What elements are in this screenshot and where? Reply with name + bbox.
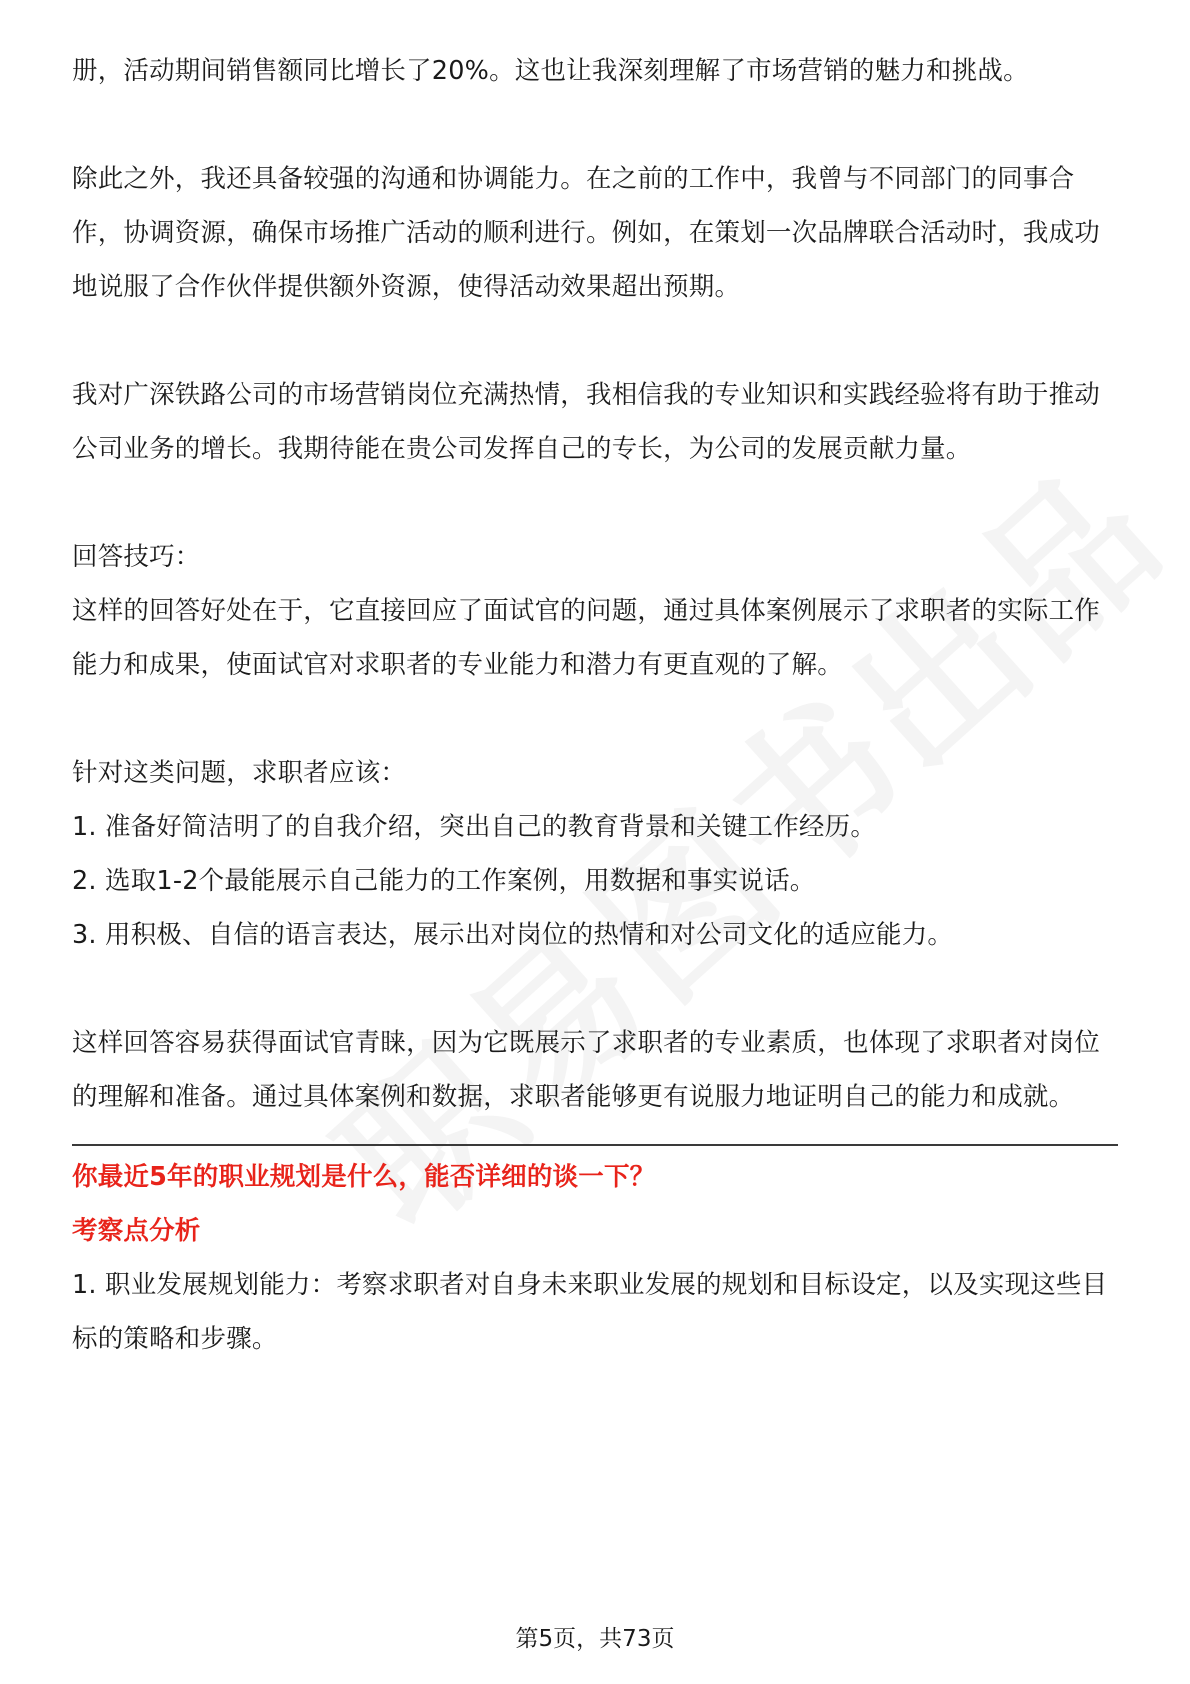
analysis-point: 1. 职业发展规划能力：考察求职者对自身未来职业发展的规划和目标设定，以及实现这些目标的策略和步骤。 [72, 1270, 1108, 1354]
tips-heading: 回答技巧： [72, 542, 201, 572]
section-divider [72, 1144, 1118, 1146]
analysis-title: 考察点分析 [72, 1216, 201, 1246]
paragraph-communication: 除此之外，我还具备较强的沟通和协调能力。在之前的工作中，我曾与不同部门的同事合作，协调资源，确保市场推广活动的顺利进行。例如，在策划一次品牌联合活动时，我成功地说服了合作伙伴提供额外资源，使得活动效果超出预期。 [72, 164, 1101, 302]
page-content [72, 44, 1118, 1366]
advice-item: 3. 用积极、自信的语言表达，展示出对岗位的热情和对公司文化的适应能力。 [72, 920, 954, 950]
advice-heading: 针对这类问题，求职者应该： [72, 758, 407, 788]
page-number: 第5页，共73页 [515, 1626, 675, 1652]
paragraph-conclusion: 这样回答容易获得面试官青睐，因为它既展示了求职者的专业素质，也体现了求职者对岗位的理解和准备。通过具体案例和数据，求职者能够更有说服力地证明自己的能力和成就。 [72, 1028, 1101, 1112]
paragraph-sales-growth: 册，活动期间销售额同比增长了20%。这也让我深刻理解了市场营销的魅力和挑战。 [72, 56, 1029, 86]
tips-body: 这样的回答好处在于，它直接回应了面试官的问题，通过具体案例展示了求职者的实际工作能力和成果，使面试官对求职者的专业能力和潜力有更直观的了解。 [72, 596, 1101, 680]
advice-item: 1. 准备好简洁明了的自我介绍，突出自己的教育背景和关键工作经历。 [72, 812, 877, 842]
paragraph-enthusiasm: 我对广深铁路公司的市场营销岗位充满热情，我相信我的专业知识和实践经验将有助于推动公司业务的增长。我期待能在贵公司发挥自己的专长，为公司的发展贡献力量。 [72, 380, 1101, 464]
next-question-title: 你最近5年的职业规划是什么，能否详细的谈一下？ [72, 1162, 656, 1192]
advice-item: 2. 选取1-2个最能展示自己能力的工作案例，用数据和事实说话。 [72, 866, 816, 896]
